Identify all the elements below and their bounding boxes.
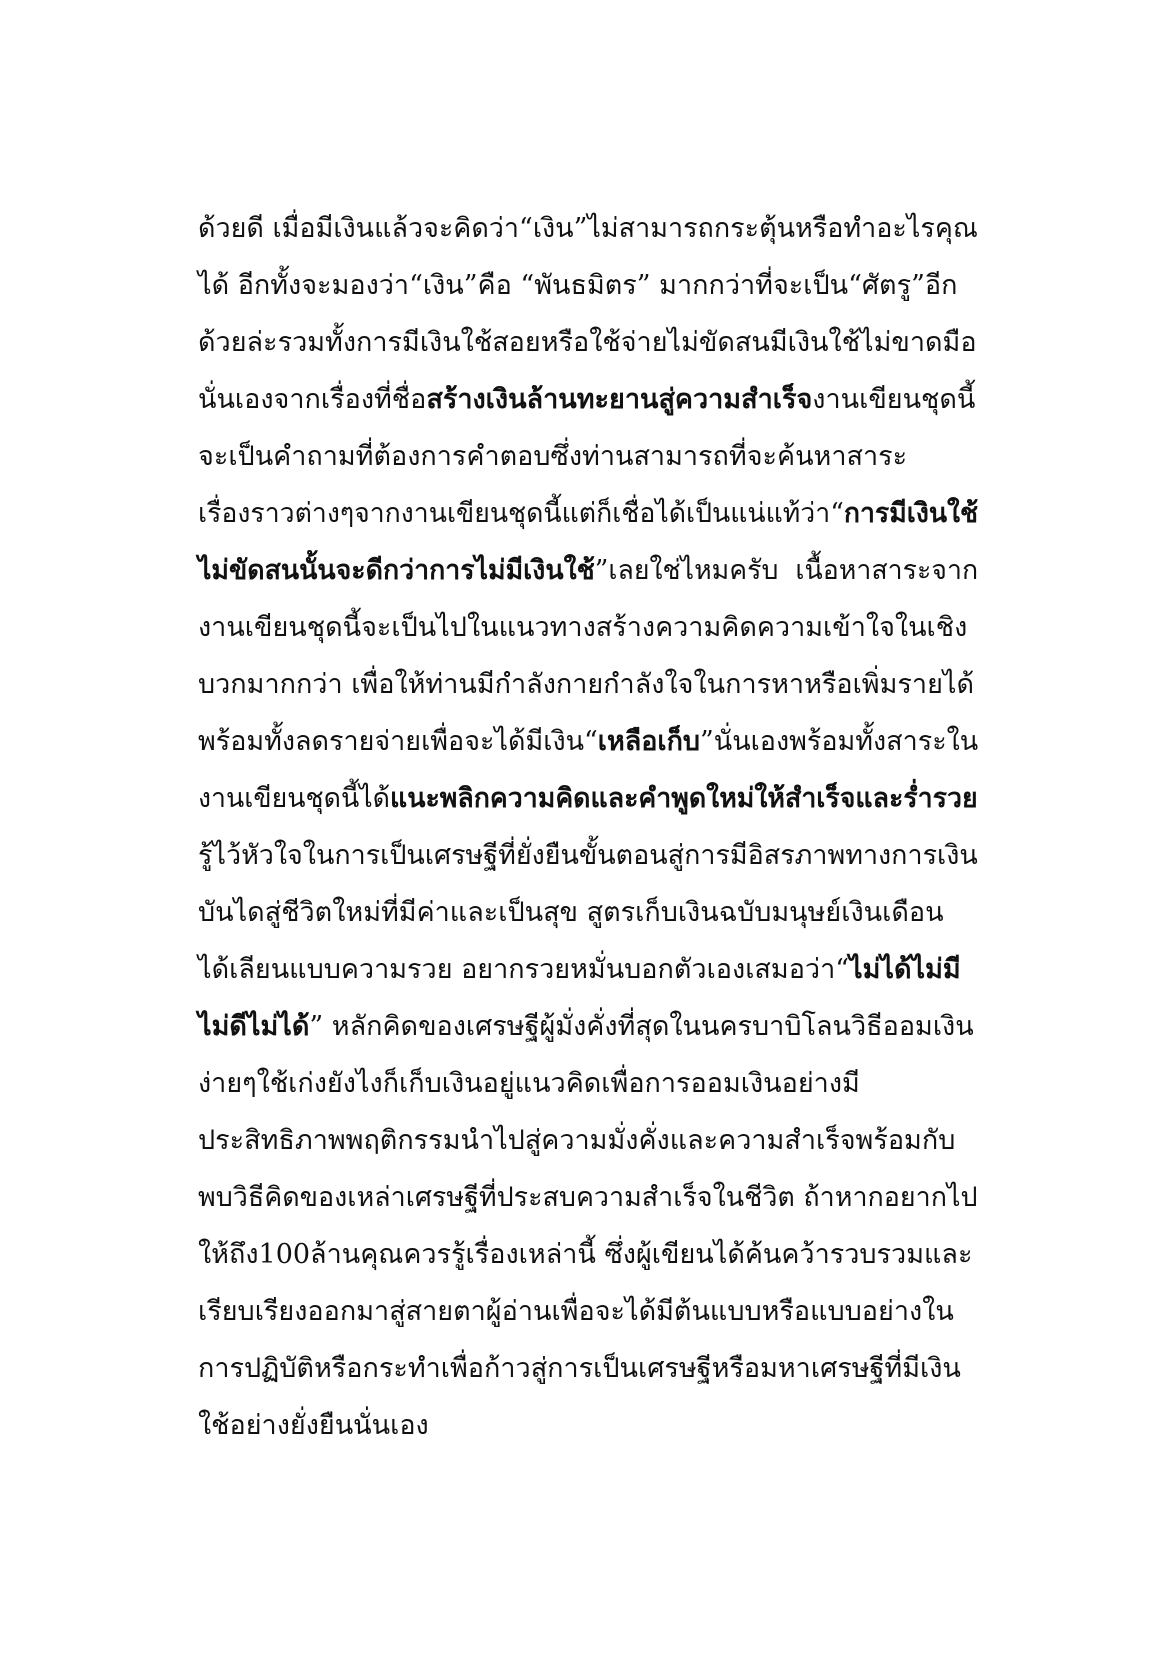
text-run: ให้ถึง100ล้านคุณควรรู้เรื่องเหล่านี้ ซึ่งผู้เขียนได้ค้นคว้ารวบรวมและ: [198, 1239, 973, 1270]
text-run: บวกมากกว่า เพื่อให้ท่านมีกำลังกายกำลังใจในการหาหรือเพิ่มรายได้: [198, 669, 974, 700]
text-line: [198, 1226, 978, 1283]
body-paragraph: [198, 200, 978, 1454]
text-line: [198, 1397, 978, 1454]
text-line: [198, 200, 976, 257]
text-line: [198, 941, 978, 998]
bold-text-run: ไม่ดีไม่ได้: [198, 1011, 310, 1042]
text-line: [198, 371, 978, 428]
text-line: [198, 770, 978, 827]
text-run: ”นั่นเองพร้อมทั้งสาระใน: [700, 726, 979, 757]
text-line: [198, 428, 978, 485]
text-run: เรียบเรียงออกมาสู่สายตาผู้อ่านเพื่อจะได้มีต้นแบบหรือแบบอย่างใน: [198, 1296, 954, 1327]
bold-text-run: แนะพลิกความคิดและคำพูดใหม่ให้สำเร็จและร่ำรวย: [389, 783, 978, 814]
text-run: ด้วยดี เมื่อมีเงินแล้วจะคิดว่า“เงิน”ไม่สามารถกระตุ้นหรือทำอะไรคุณ: [198, 213, 978, 244]
text-line: [198, 599, 978, 656]
text-run: รู้ไว้หัวใจในการเป็นเศรษฐีที่ยั่งยืนขั้นตอนสู่การมีอิสรภาพทางการเงิน: [198, 840, 978, 871]
text-line: [198, 1169, 978, 1226]
bold-text-run: เหลือเก็บ: [597, 726, 701, 757]
bold-text-run: การมีเงินใช้: [843, 498, 979, 529]
bold-text-run: ไม่ขัดสนนั้นจะดีกว่าการไม่มีเงินใช้: [198, 555, 595, 586]
text-run: งานเขียนชุดนี้: [812, 384, 976, 415]
text-line: [198, 1055, 978, 1112]
text-line: [198, 257, 978, 314]
text-run: ใช้อย่างยั่งยืนนั่นเอง: [198, 1410, 429, 1441]
text-line: [198, 485, 979, 542]
text-run: งานเขียนชุดนี้ได้: [198, 783, 390, 814]
text-line: [198, 1283, 978, 1340]
text-run: จะเป็นคำถามที่ต้องการคำตอบซึ่งท่านสามารถที่จะค้นหาสาระ: [198, 441, 908, 472]
text-run: ได้ อีกทั้งจะมองว่า“เงิน”คือ “พันธมิตร” มากกว่าที่จะเป็น“ศัตรู”อีก: [198, 270, 958, 301]
text-line: [198, 713, 979, 770]
text-run: ” หลักคิดของเศรษฐีผู้มั่งคั่งที่สุดในนครบาบิโลนวิธีออมเงิน: [309, 1011, 974, 1042]
text-run: การปฏิบัติหรือกระทำเพื่อก้าวสู่การเป็นเศรษฐีหรือมหาเศรษฐีที่มีเงิน: [198, 1353, 961, 1384]
text-run: พบวิธีคิดของเหล่าเศรษฐีที่ประสบความสำเร็จในชีวิต ถ้าหากอยากไป: [198, 1182, 978, 1213]
text-line: [198, 998, 978, 1055]
text-run: ได้เลียนแบบความรวย อยากรวยหมั่นบอกตัวเองเสมอว่า“: [198, 954, 850, 985]
text-run: ”เลยใช่ไหมครับ เนื้อหาสาระจาก: [594, 555, 979, 586]
text-line: [198, 656, 978, 713]
text-line: [198, 542, 979, 599]
text-run: ประสิทธิภาพพฤติกรรมนำไปสู่ความมั่งคั่งและความสำเร็จพร้อมกับ: [198, 1125, 956, 1156]
text-run: เรื่องราวต่างๆจากงานเขียนชุดนี้แต่ก็เชื่อได้เป็นแน่แท้ว่า“: [198, 498, 844, 529]
text-run: นั่นเองจากเรื่องที่ชื่อ: [198, 384, 427, 415]
text-line: [198, 314, 978, 371]
text-run: พร้อมทั้งลดรายจ่ายเพื่อจะได้มีเงิน“: [198, 726, 598, 757]
text-run: ด้วยล่ะรวมทั้งการมีเงินใช้สอยหรือใช้จ่ายไม่ขัดสนมีเงินใช้ไม่ขาดมือ: [198, 327, 977, 358]
text-run: บันไดสู่ชีวิตใหม่ที่มีค่าและเป็นสุข สูตรเก็บเงินฉบับมนุษย์เงินเดือน: [198, 897, 944, 928]
bold-text-run: สร้างเงินล้านทะยานสู่ความสำเร็จ: [426, 384, 813, 415]
text-line: [198, 1340, 978, 1397]
text-line: [198, 884, 978, 941]
text-line: [198, 1112, 978, 1169]
bold-text-run: ไม่ได้ไม่มี: [849, 954, 961, 985]
text-line: [198, 827, 978, 884]
text-run: ง่ายๆใช้เก่งยังไงก็เก็บเงินอยู่แนวคิดเพื่อการออมเงินอย่างมี: [198, 1068, 860, 1099]
text-run: งานเขียนชุดนี้จะเป็นไปในแนวทางสร้างความคิดความเข้าใจในเชิง: [198, 612, 968, 643]
